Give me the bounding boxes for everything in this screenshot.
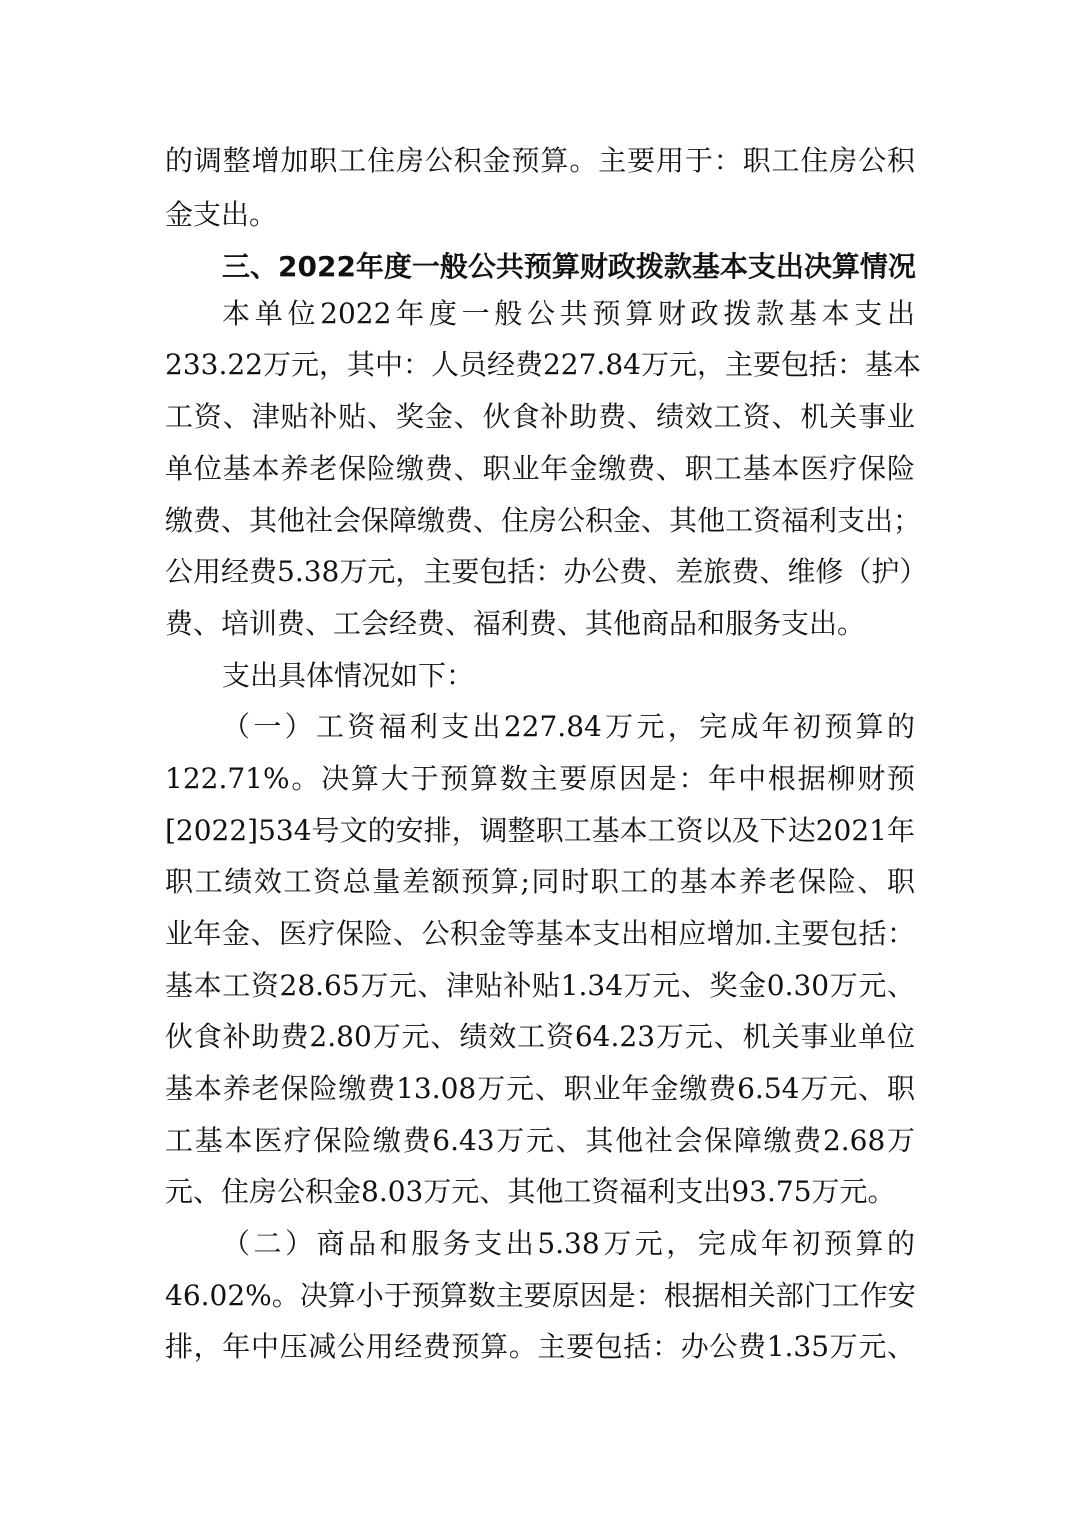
paragraph-line: 缴费、其他社会保障缴费、住房公积金、其他工资福利支出； [165,504,922,537]
paragraph-line: 基本养老保险缴费13.08万元、职业年金缴费6.54万元、职 [165,1072,915,1105]
paragraph-line: 伙食补助费2.80万元、绩效工资64.23万元、机关事业单位 [165,1020,915,1053]
paragraph-line: 金支出。 [165,198,278,231]
paragraph-line: 46.02%。决算小于预算数主要原因是：根据相关部门工作安 [165,1279,916,1312]
paragraph-line: 工资、津贴补贴、奖金、伙食补助费、绩效工资、机关事业 [165,400,915,433]
paragraph-line: （二）商品和服务支出5.38万元，完成年初预算的 [222,1227,915,1260]
paragraph-line: 工基本医疗保险缴费6.43万元、其他社会保障缴费2.68万 [165,1124,915,1157]
paragraph-line: 职工绩效工资总量差额预算;同时职工的基本养老保险、职 [165,865,915,898]
paragraph-line: 122.71%。决算大于预算数主要原因是：年中根据柳财预 [165,762,915,795]
paragraph-line: 公用经费5.38万元，主要包括：办公费、差旅费、维修（护） [165,555,928,588]
paragraph-line: 的调整增加职工住房公积金预算。主要用于：职工住房公积 [165,144,915,177]
paragraph-line: 支出具体情况如下： [222,659,475,692]
paragraph-line: 基本工资28.65万元、津贴补贴1.34万元、奖金0.30万元、 [165,969,915,1002]
paragraph-line: [2022]534号文的安排，调整职工基本工资以及下达2021年 [165,814,915,847]
paragraph-line: 元、住房公积金8.03万元、其他工资福利支出93.75万元。 [165,1175,896,1208]
paragraph-line: 排，年中压减公用经费预算。主要包括：办公费1.35万元、 [165,1330,915,1363]
paragraph-line: 本单位2022年度一般公共预算财政拨款基本支出 [222,297,915,330]
paragraph-line: （一）工资福利支出227.84万元，完成年初预算的 [222,710,915,743]
paragraph-line: 费、培训费、工会经费、福利费、其他商品和服务支出。 [165,607,866,640]
section-heading: 三、2022年度一般公共预算财政拨款基本支出决算情况 [222,250,916,283]
paragraph-line: 业年金、医疗保险、公积金等基本支出相应增加.主要包括： [165,917,915,950]
paragraph-line: 单位基本养老保险缴费、职业年金缴费、职工基本医疗保险 [165,452,915,485]
paragraph-line: 233.22万元，其中：人员经费227.84万元，主要包括：基本 [165,348,921,381]
